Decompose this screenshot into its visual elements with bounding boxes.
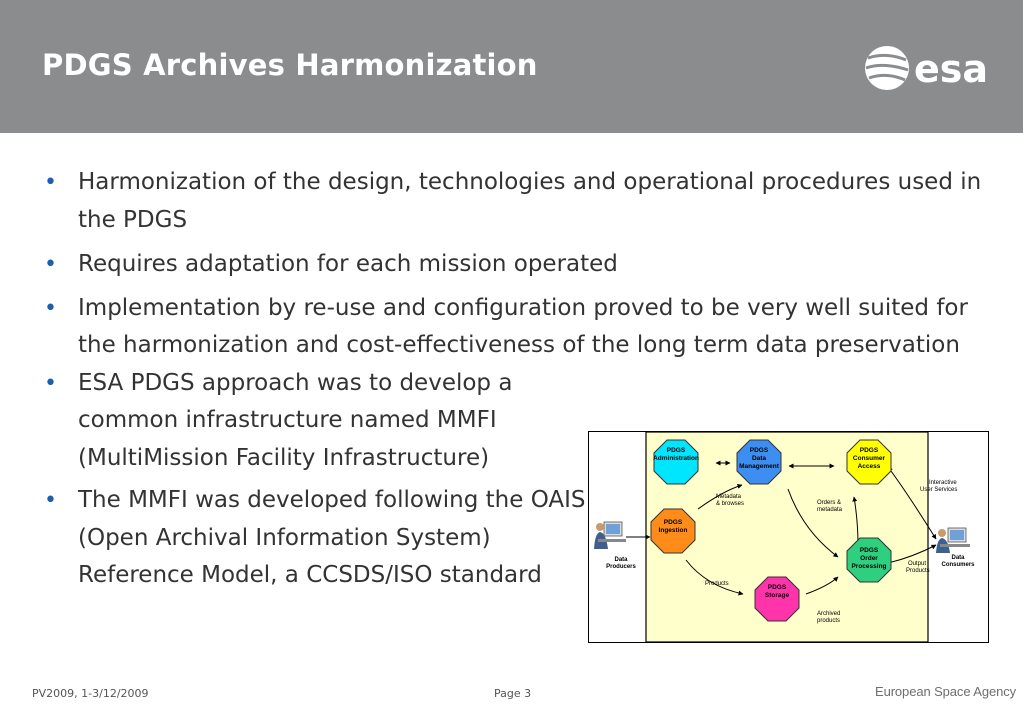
mmfi-diagram [588, 431, 989, 643]
node-label: PDGS [663, 519, 683, 526]
bullet-item: • Implementation by re-use and configuration proved to be very well suited for the harmonization and cost-effectiveness of the long term data preservation [42, 290, 1002, 365]
bullet-item: • ESA PDGS approach was to develop a common infrastructure named MMFI (MultiMission Facility Infrastructure) [42, 365, 618, 478]
node-label: PDGS [767, 584, 787, 591]
esa-logo-text: esa [914, 47, 989, 91]
node-label: PDGS [859, 547, 879, 554]
footer-event: PV2009, 1-3/12/2009 [32, 687, 149, 700]
bullet-item: • The MMFI was developed following the OAIS (Open Archival Information System) Reference Model, a CCSDS/ISO standard [42, 482, 598, 595]
bullet-item: • Harmonization of the design, technologies and operational procedures used in the PDGS [42, 164, 1002, 239]
edge-label: Output [908, 561, 927, 567]
edge-label: Products [705, 581, 729, 587]
esa-globe-icon [865, 46, 909, 90]
actor-label: Producers [606, 564, 636, 570]
edge-label: Interactive [929, 480, 957, 486]
footer-agency: European Space Agency [875, 684, 1017, 699]
node-storage [755, 577, 799, 621]
edge-label: Archived [817, 611, 841, 617]
node-data-management [737, 440, 781, 484]
edge-label: products [817, 618, 841, 624]
bullet-item: • Requires adaptation for each mission operated [42, 246, 1002, 284]
actor-label: Data [614, 557, 628, 563]
node-label: PDGS [666, 447, 686, 454]
node-order-processing [847, 538, 891, 582]
node-label: Administration [653, 455, 699, 462]
node-label: Order [860, 555, 878, 562]
edge-label: metadata [817, 507, 843, 513]
node-label: Processing [851, 563, 887, 570]
footer-page-number: Page 3 [494, 687, 532, 700]
edge-label: & browses [716, 501, 745, 507]
node-label: Management [739, 463, 779, 470]
node-consumer-access [847, 440, 891, 484]
node-label: Access [857, 463, 881, 470]
actor-label: Consumers [941, 562, 975, 568]
node-administration [653, 440, 699, 484]
node-label: Storage [764, 592, 790, 599]
node-label: Ingestion [658, 527, 688, 534]
slide-title: PDGS Archives Harmonization [42, 48, 538, 82]
node-label: PDGS [749, 447, 769, 454]
node-label: Data [751, 455, 767, 462]
edge-label: Orders & [817, 500, 842, 506]
edge-label: Metadata [716, 494, 742, 500]
edge-label: Products [906, 568, 930, 574]
esa-logo [862, 40, 1002, 96]
actor-label: Data [951, 555, 965, 561]
header-bar [0, 0, 1023, 133]
node-ingestion [651, 509, 695, 553]
node-label: PDGS [859, 447, 879, 454]
node-label: Consumer [852, 455, 886, 462]
edge-label: User Services [920, 487, 958, 493]
